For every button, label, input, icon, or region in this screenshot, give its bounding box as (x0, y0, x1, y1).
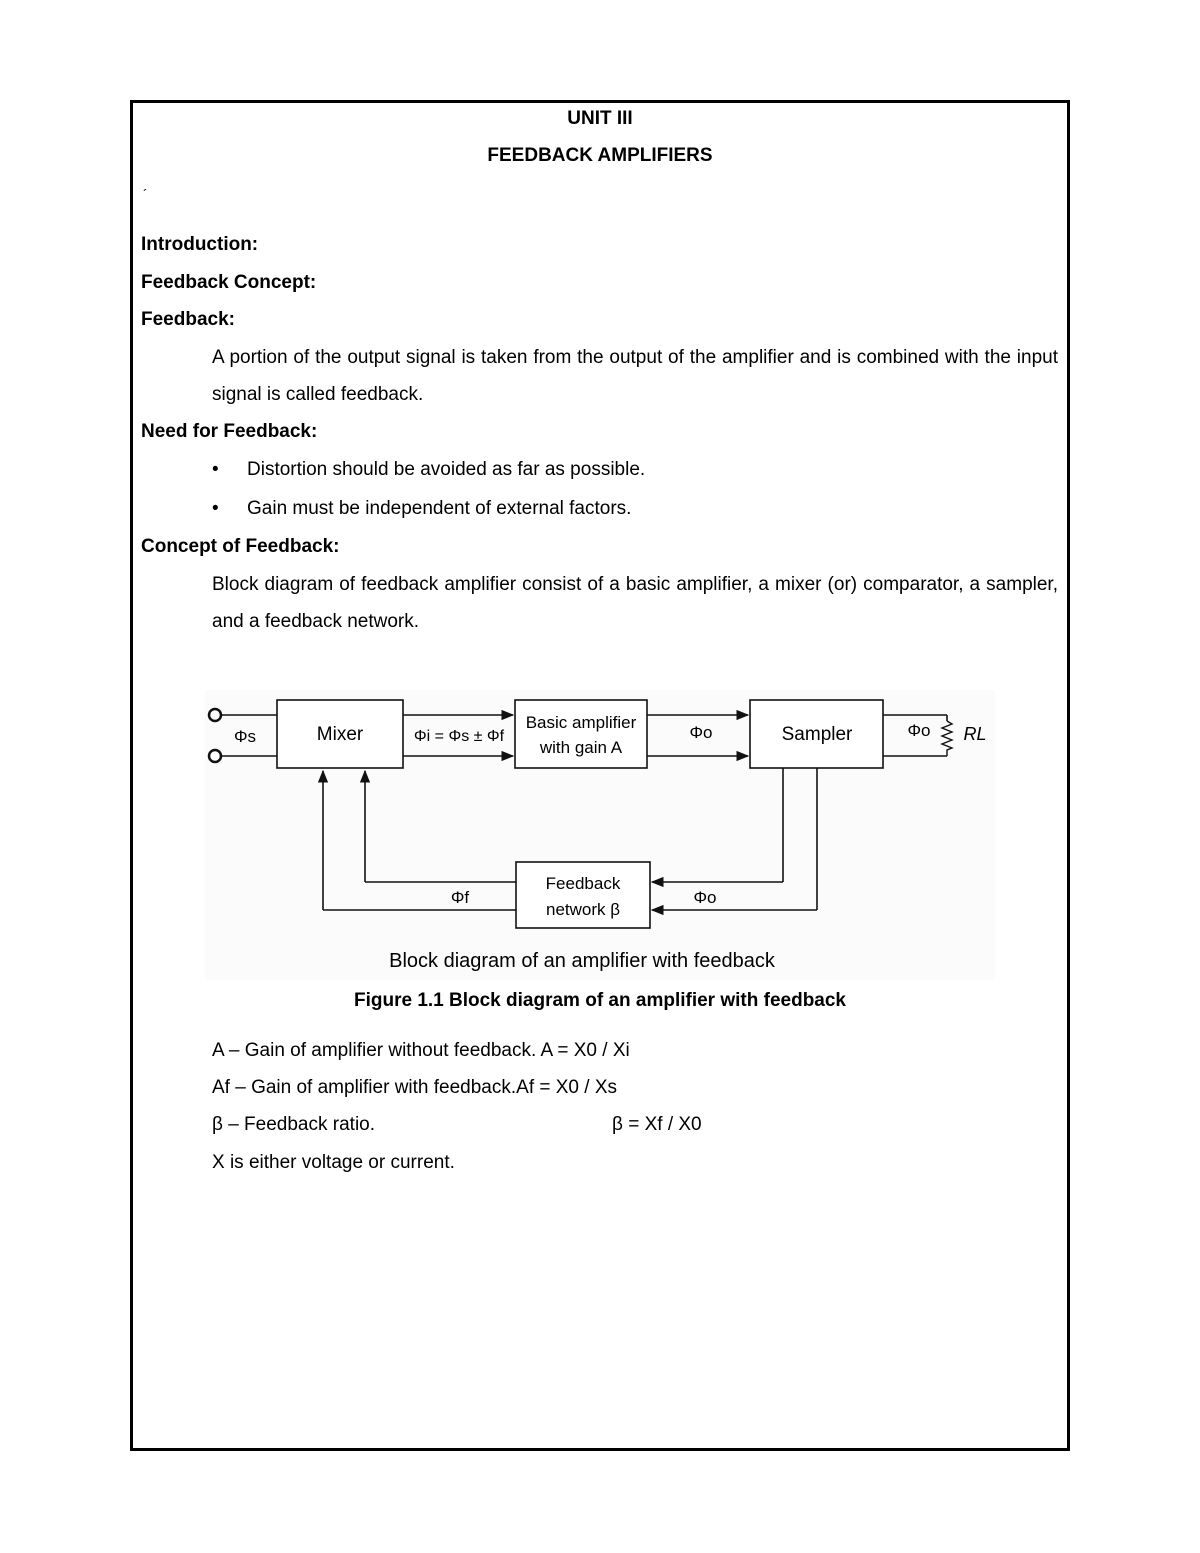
phi-s-label: Φs (233, 727, 257, 746)
bullet-icon: • (212, 498, 219, 519)
amplifier-label-line1: Basic amplifier (525, 713, 637, 732)
feedback-network-label-line1: Feedback (545, 874, 621, 893)
page-title: FEEDBACK AMPLIFIERS (487, 145, 713, 166)
input-terminal-top-icon (209, 709, 221, 721)
stray-mark: ´ (143, 186, 148, 202)
need-item-1: Distortion should be avoided as far as possible. (247, 459, 646, 480)
concept-of-feedback-heading: Concept of Feedback: (141, 536, 340, 557)
list-item (212, 497, 631, 521)
feedback-heading: Feedback: (141, 309, 235, 330)
unit-heading: UNIT III (567, 108, 633, 129)
phi-o-output-label: Φo (907, 721, 931, 740)
definition-beta: β – Feedback ratio. (212, 1114, 376, 1135)
introduction-heading: Introduction: (141, 234, 259, 255)
phi-o-label: Φo (689, 723, 713, 742)
definition-af: Af – Gain of amplifier with feedback.Af = X0 / Xs (212, 1077, 618, 1098)
bullet-icon: • (212, 459, 219, 480)
beta-formula: β = Xf / X0 (612, 1114, 702, 1135)
input-terminal-bottom-icon (209, 750, 221, 762)
block-diagram (205, 690, 995, 980)
list-item (212, 458, 645, 482)
phi-o-feedback-label: Φo (693, 888, 717, 907)
feedback-network-label-line2: network β (545, 900, 621, 919)
phi-i-equation: Φi = Φs ± Φf (413, 728, 505, 745)
figure-caption: Figure 1.1 Block diagram of an amplifier with feedback (353, 990, 846, 1011)
need-item-2: Gain must be independent of external factors. (247, 498, 632, 519)
feedback-concept-heading: Feedback Concept: (141, 272, 317, 293)
diagram-caption: Block diagram of an amplifier with feedback (389, 950, 775, 972)
phi-f-label: Φf (450, 888, 470, 907)
feedback-definition: A portion of the output signal is taken from the output of the amplifier and is combined with the input signal is called feedback. (212, 347, 1058, 405)
basic-amplifier-block (515, 700, 647, 768)
rl-label: RL (963, 724, 987, 744)
concept-text: Block diagram of feedback amplifier consist of a basic amplifier, a mixer (or) comparator, a sampler, and a feedback network. (212, 574, 1058, 632)
need-for-feedback-heading: Need for Feedback: (141, 421, 318, 442)
definition-a: A – Gain of amplifier without feedback. A = X0 / Xi (212, 1040, 630, 1061)
sampler-label: Sampler (781, 724, 853, 745)
mixer-label: Mixer (316, 724, 364, 745)
x-note: X is either voltage or current. (212, 1152, 455, 1173)
amplifier-label-line2: with gain A (539, 738, 623, 757)
